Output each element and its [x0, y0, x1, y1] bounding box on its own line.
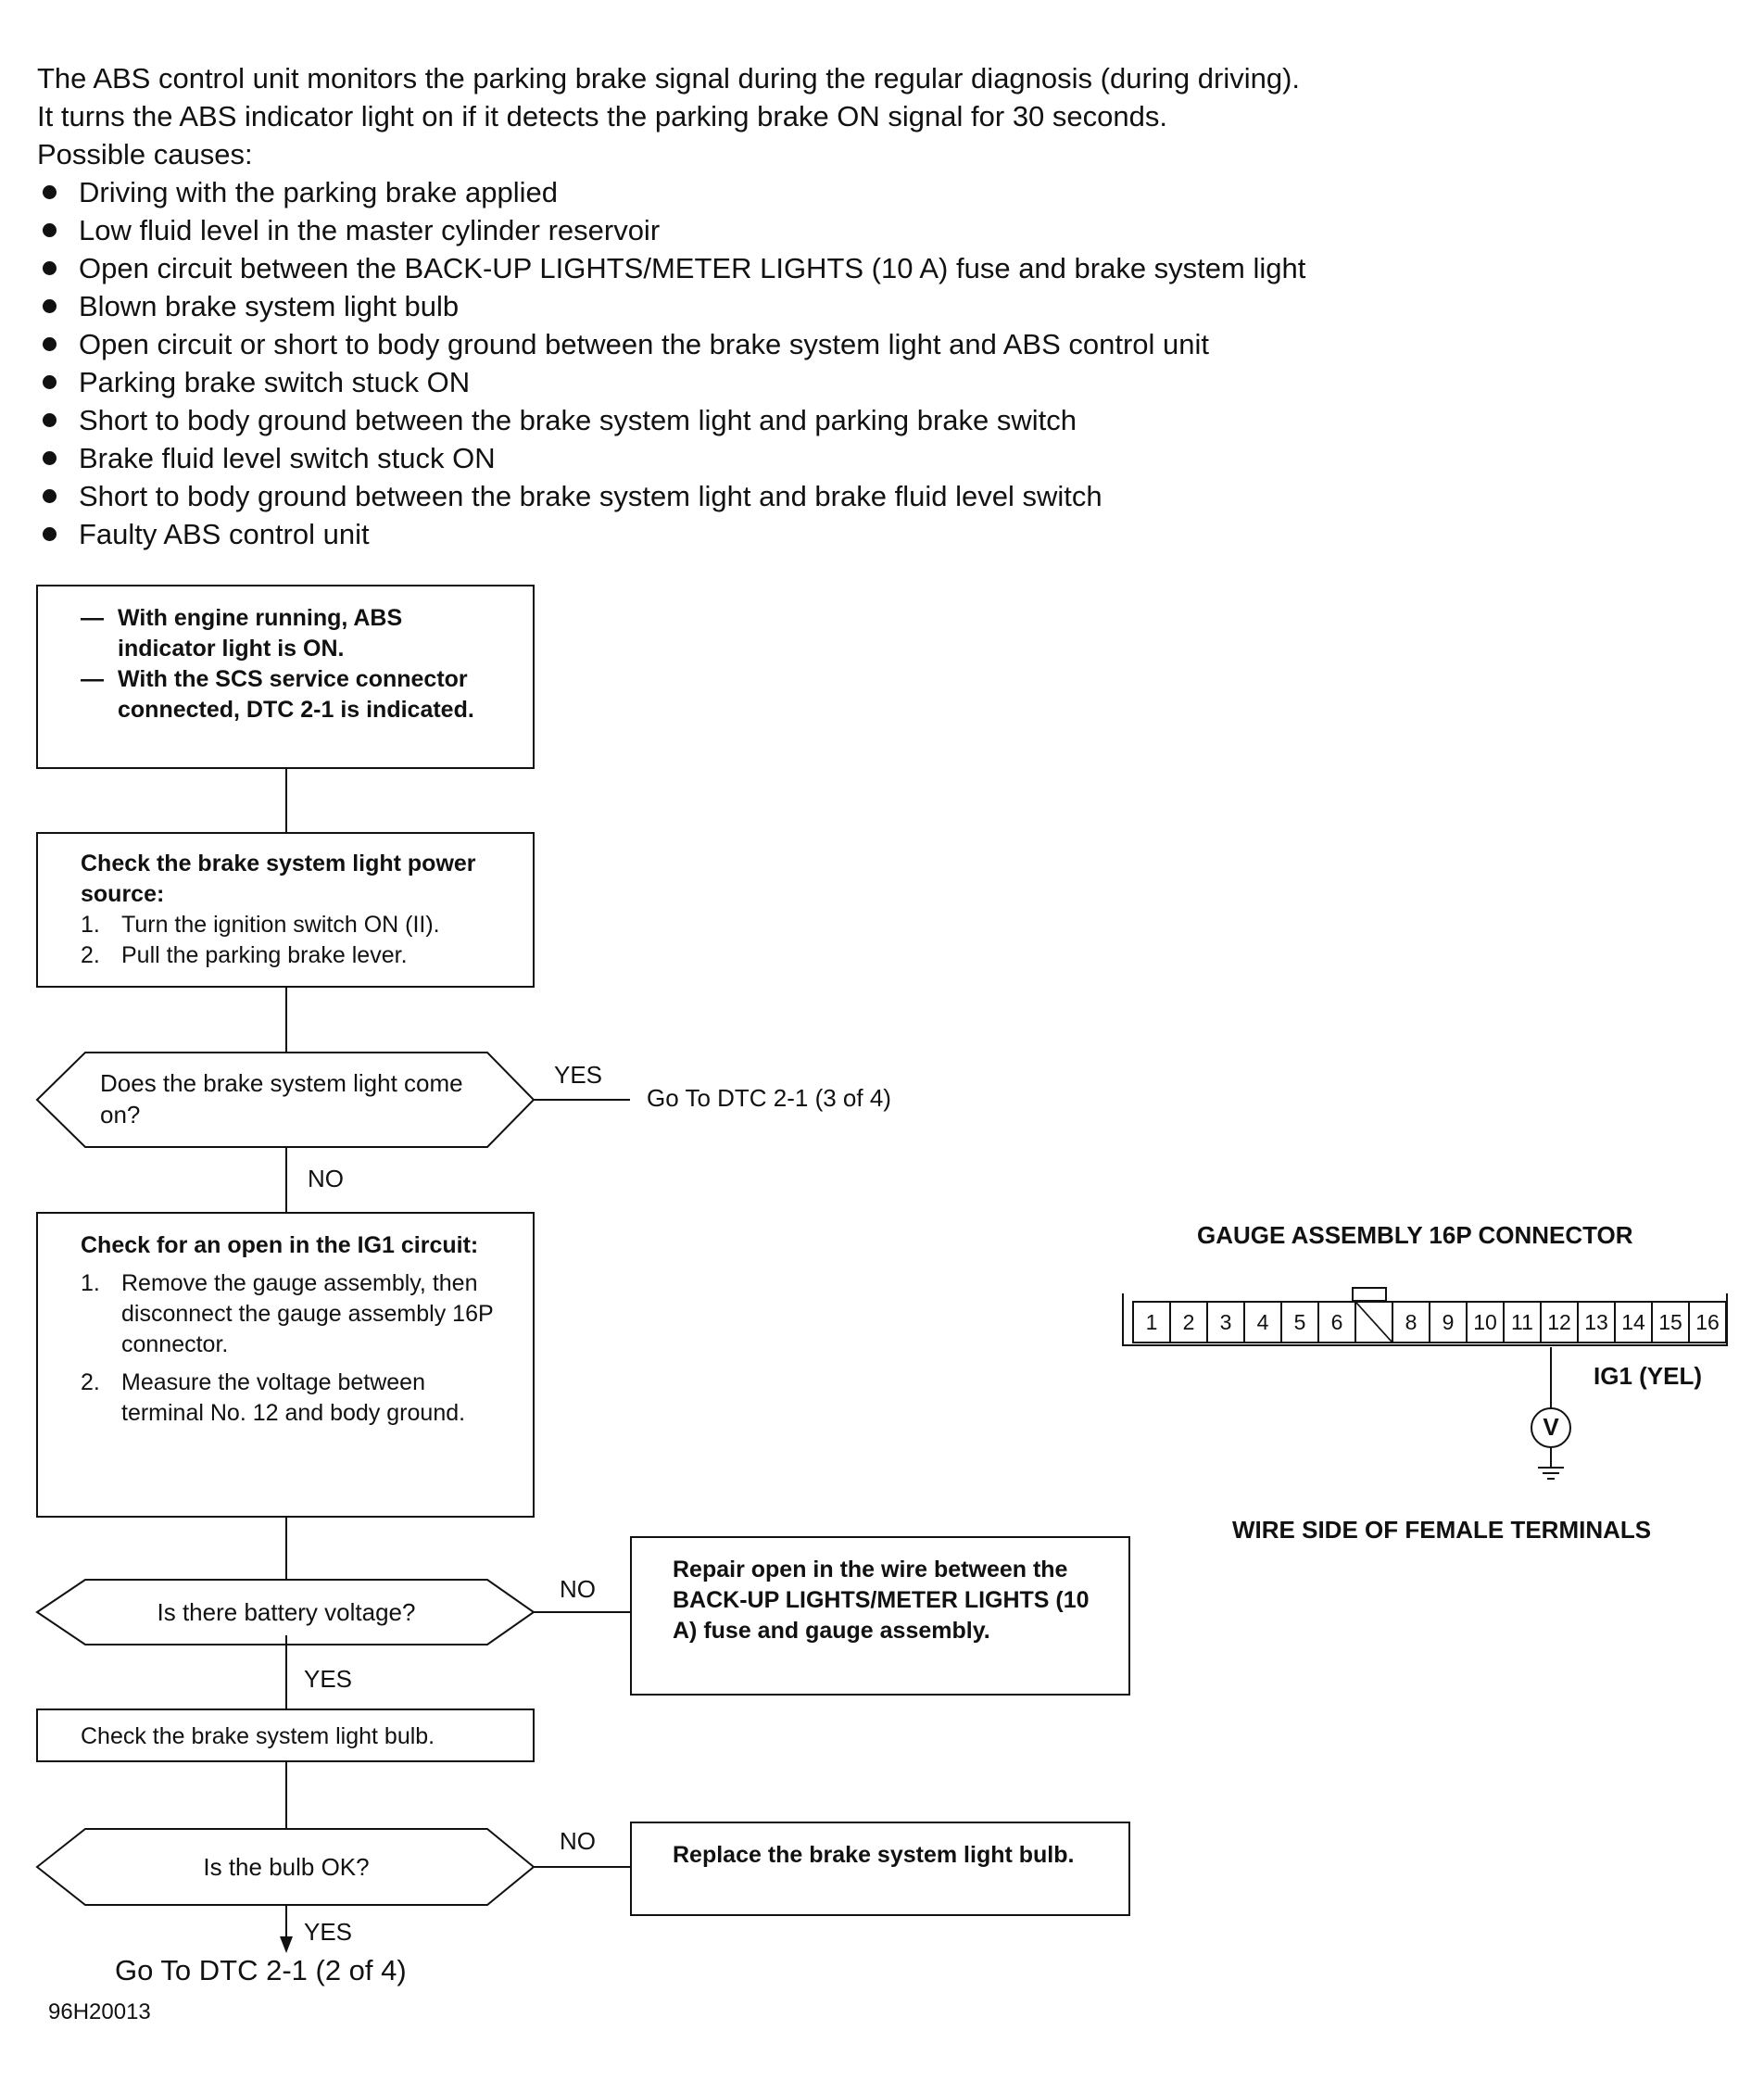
ig1-wire-label: IG1 (YEL)	[1594, 1362, 1703, 1390]
replace-bulb-box	[630, 1822, 1130, 1916]
no-label: NO	[560, 1827, 596, 1855]
repair-open-text: Repair open in the wire between the BACK-UP LIGHTS/METER LIGHTS (10 A) fuse and gauge assembly.	[673, 1557, 1090, 1644]
pin: 9	[1430, 1303, 1468, 1342]
connector-title: GAUGE ASSEMBLY 16P CONNECTOR	[1197, 1221, 1633, 1249]
intro-line-2: It turns the ABS indicator light on if it detects the parking brake ON signal for 30 seconds.	[37, 100, 1167, 132]
no-label: NO	[560, 1575, 596, 1603]
cause-item: Parking brake switch stuck ON	[37, 363, 1723, 401]
replace-bulb-text: Replace the brake system light bulb.	[673, 1842, 1075, 1868]
pin: 15	[1653, 1303, 1690, 1342]
goto-dtc-2of4: Go To DTC 2-1 (2 of 4)	[115, 1954, 407, 1986]
down-arrow-icon	[280, 1936, 293, 1953]
repair-open-box	[630, 1536, 1130, 1696]
causes-title: Possible causes:	[37, 138, 253, 170]
intro-line-1: The ABS control unit monitors the parking brake signal during the regular diagnosis (during driving).	[37, 62, 1301, 95]
pin: 8	[1393, 1303, 1430, 1342]
figure-code: 96H20013	[48, 1999, 151, 2024]
pin: 5	[1282, 1303, 1319, 1342]
yes-label: YES	[304, 1918, 353, 1946]
pin: 12	[1542, 1303, 1579, 1342]
pin: 2	[1171, 1303, 1208, 1342]
cause-item: Driving with the parking brake applied	[37, 173, 1723, 211]
check-ig1-step-1: Remove the gauge assembly, then disconnect the gauge assembly 16P connector.	[121, 1270, 494, 1357]
symptom-box: — With engine running, ABS indicator light is ON. — With the SCS service connector connected, DTC 2-1 is indicated.	[36, 585, 535, 769]
goto-dtc-3of4: Go To DTC 2-1 (3 of 4)	[647, 1084, 891, 1112]
pin: 13	[1579, 1303, 1616, 1342]
pin: 6	[1319, 1303, 1356, 1342]
cause-item: Open circuit between the BACK-UP LIGHTS/METER LIGHTS (10 A) fuse and brake system light	[37, 249, 1723, 287]
voltmeter-label: V	[1543, 1413, 1559, 1441]
check-bulb-text: Check the brake system light bulb.	[81, 1723, 435, 1749]
yes-label: YES	[554, 1061, 603, 1089]
question-battery-voltage: Is there battery voltage?	[157, 1598, 416, 1626]
cause-item: Short to body ground between the brake system light and brake fluid level switch	[37, 477, 1723, 515]
connector-pins	[1132, 1301, 1727, 1343]
check-ig1-box: Check for an open in the IG1 circuit: 1. Remove the gauge assembly, then disconnect the gauge assembly 16P connector. 2. Measure the voltage between terminal No. 12 and body ground.	[36, 1212, 535, 1518]
symptom-line-2: With the SCS service connector connected, DTC 2-1 is indicated.	[118, 666, 474, 723]
pin: 3	[1208, 1303, 1245, 1342]
check-power-title: Check the brake system light power source:	[81, 851, 476, 907]
check-ig1-title: Check for an open in the IG1 circuit:	[81, 1232, 479, 1258]
check-power-step-1: Turn the ignition switch ON (II).	[121, 912, 440, 938]
question-light-on: Does the brake system light come on?	[100, 1069, 463, 1128]
check-ig1-step-2: Measure the voltage between terminal No. 12 and body ground.	[121, 1369, 466, 1426]
check-bulb-box	[36, 1708, 535, 1762]
wire-side-label: WIRE SIDE OF FEMALE TERMINALS	[1232, 1516, 1652, 1544]
pin: 11	[1505, 1303, 1542, 1342]
cause-item: Low fluid level in the master cylinder reservoir	[37, 211, 1723, 249]
question-bulb-ok: Is the bulb OK?	[203, 1853, 370, 1881]
pin: 4	[1245, 1303, 1282, 1342]
pin: 10	[1468, 1303, 1505, 1342]
pin-blank	[1356, 1303, 1393, 1342]
symptom-line-1: With engine running, ABS indicator light is ON.	[118, 605, 403, 662]
cause-item: Faulty ABS control unit	[37, 515, 1723, 553]
check-power-box: Check the brake system light power source: 1. Turn the ignition switch ON (II). 2. Pull the parking brake lever.	[36, 832, 535, 988]
check-power-step-2: Pull the parking brake lever.	[121, 942, 408, 968]
no-label: NO	[308, 1165, 344, 1192]
pin: 16	[1690, 1303, 1727, 1342]
pin: 1	[1134, 1303, 1171, 1342]
cause-item: Short to body ground between the brake system light and parking brake switch	[37, 401, 1723, 439]
cause-item: Blown brake system light bulb	[37, 287, 1723, 325]
cause-item: Open circuit or short to body ground between the brake system light and ABS control unit	[37, 325, 1723, 363]
pin: 14	[1616, 1303, 1653, 1342]
yes-label: YES	[304, 1665, 353, 1693]
cause-item: Brake fluid level switch stuck ON	[37, 439, 1723, 477]
